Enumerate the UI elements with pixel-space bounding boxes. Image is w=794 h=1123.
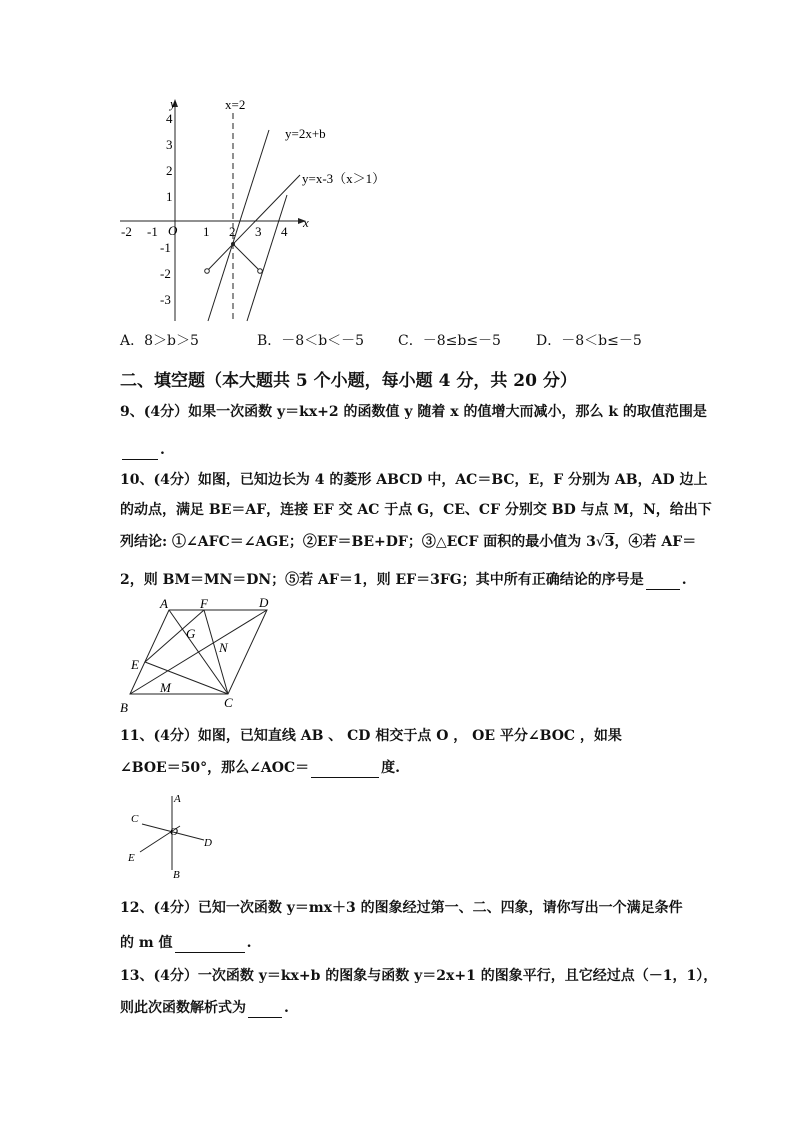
vertex-label-c: C	[224, 695, 233, 710]
line-label-b: B	[173, 869, 180, 881]
vertex-label-b: B	[120, 700, 128, 715]
question-10-line2: 的动点，满足 BE＝AF，连接 EF 交 AC 于点 G，CE、CF 分别交 BD 与点 M，N，给出下	[120, 502, 712, 518]
option-a: A．8＞b＞5	[120, 333, 199, 349]
y-tick: 1	[166, 189, 173, 204]
answer-blank-11	[311, 763, 379, 778]
label-y-2x-b: y=2x+b	[285, 126, 326, 141]
point-label-e: E	[131, 657, 139, 672]
y-tick: 4	[166, 111, 173, 126]
question-11-line2: ∠BOE＝50°，那么∠AOC＝ 度.	[120, 760, 400, 776]
x-tick: -1	[147, 224, 158, 239]
y-tick: -3	[160, 292, 171, 307]
y-tick: -2	[160, 266, 171, 281]
question-9-line2: .	[120, 440, 165, 460]
point-label-n: N	[219, 640, 228, 655]
question-9-line1: 9、(4分）如果一次函数 y＝kx+2 的函数值 y 随着 x 的值增大而减小，那么 k 的取值范围是	[120, 404, 707, 420]
point-label-m: M	[160, 680, 171, 695]
intersecting-lines-figure	[118, 788, 228, 884]
sqrt-symbol: √	[595, 534, 605, 550]
option-d: D．－8＜b≤－5	[536, 333, 642, 349]
y-tick: -1	[160, 240, 171, 255]
question-12-line2: 的 m 值 .	[120, 935, 252, 951]
origin-label: O	[168, 223, 178, 238]
answer-blank-12	[175, 938, 245, 953]
label-y-x-3: y=x-3（x＞1）	[302, 171, 386, 186]
rhombus-figure	[112, 594, 282, 716]
option-b: B．－8＜b＜－5	[257, 333, 365, 349]
answer-blank-9	[122, 445, 158, 460]
question-13-line2: 则此次函数解析式为 .	[120, 1000, 289, 1016]
question-13-line1: 13、(4分）一次函数 y＝kx+b 的图象与函数 y＝2x+1 的图象平行，且它经过点（－1，1），	[120, 968, 718, 984]
vertex-label-d: D	[259, 595, 269, 610]
y-tick: 3	[166, 137, 173, 152]
option-c: C．－8≤b≤－5	[398, 333, 501, 349]
x-tick: -2	[121, 224, 132, 239]
section-title: 二、填空题（本大题共 5 个小题，每小题 4 分，共 20 分）	[120, 371, 577, 391]
x-tick: 3	[255, 224, 262, 239]
question-10-line3: 列结论: ①∠AFC＝∠AGE；②EF＝BE+DF；③△ECF 面积的最小值为 3√3，④若 AF＝	[120, 534, 697, 550]
line-label-c: C	[131, 813, 139, 825]
x-tick: 1	[203, 224, 210, 239]
question-11-line1: 11、(4分）如图，已知直线 AB 、 CD 相交于点 O ， OE 平分∠BOC ，如果	[120, 728, 622, 744]
answer-blank-10	[646, 575, 680, 590]
x-tick: 4	[281, 224, 288, 239]
line-label-a: A	[174, 793, 181, 805]
y-tick: 2	[166, 163, 173, 178]
x-axis-label: x	[303, 215, 309, 230]
line-label-o: O	[170, 826, 178, 838]
question-10-line1: 10、(4分）如图，已知边长为 4 的菱形 ABCD 中，AC＝BC，E，F 分别为 AB，AD 边上	[120, 472, 708, 488]
label-x-equals-2: x=2	[225, 97, 246, 112]
function-graph	[110, 95, 420, 323]
x-tick: 2	[229, 224, 236, 239]
line-y-2x-b-lower	[247, 195, 287, 321]
answer-blank-13	[248, 1003, 282, 1018]
question-12-line1: 12、(4分）已知一次函数 y＝mx＋3 的图象经过第一、二、四象，请你写出一个满足条件	[120, 900, 683, 916]
line-label-e: E	[128, 852, 135, 864]
vertex-label-a: A	[160, 596, 168, 611]
y-axis-label: y	[170, 96, 176, 111]
question-10-line4: 2，则 BM＝MN＝DN；⑤若 AF＝1，则 EF＝3FG；其中所有正确结论的序号是 .	[120, 572, 687, 588]
vertex-label-f: F	[200, 596, 208, 611]
line-label-d: D	[204, 837, 212, 849]
ray-y-x-3	[207, 175, 300, 271]
point-label-g: G	[186, 626, 196, 641]
